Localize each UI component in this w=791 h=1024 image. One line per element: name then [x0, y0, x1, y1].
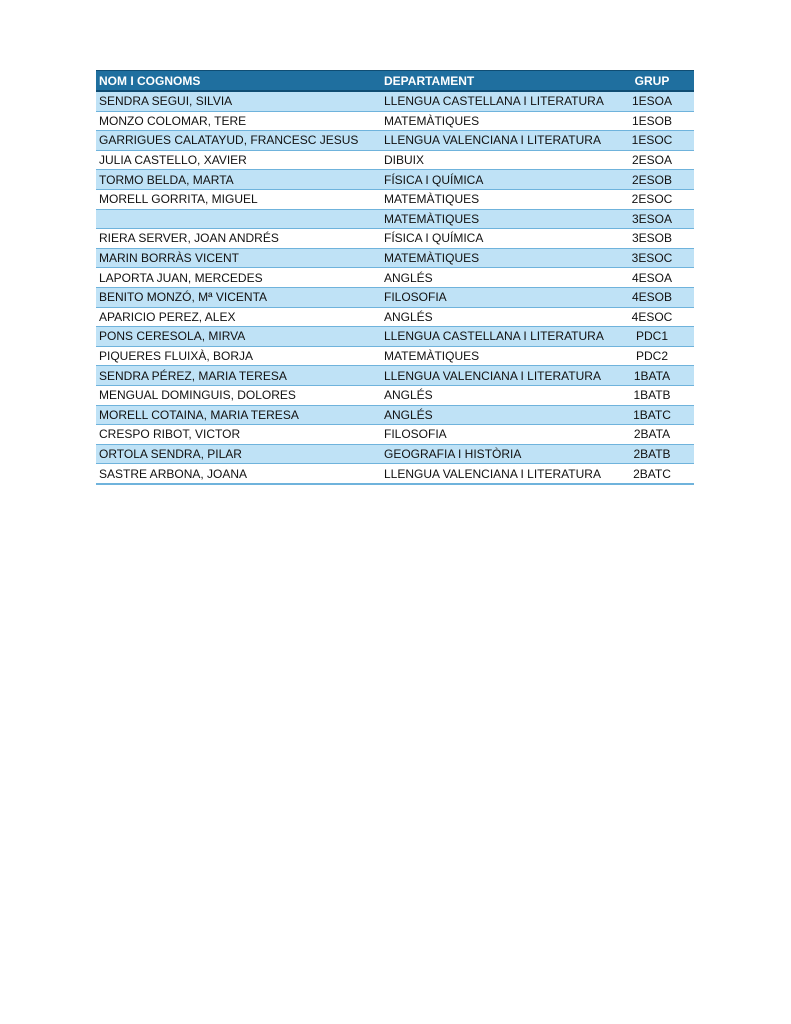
header-department: DEPARTAMENT	[381, 71, 610, 92]
cell-name: GARRIGUES CALATAYUD, FRANCESC JESUS	[96, 131, 381, 151]
cell-group: 1BATB	[610, 385, 694, 405]
table-row	[96, 405, 694, 425]
table-row	[96, 111, 694, 131]
cell-name: TORMO BELDA, MARTA	[96, 170, 381, 190]
cell-department: MATEMÀTIQUES	[381, 248, 610, 268]
header-name: NOM I COGNOMS	[96, 71, 381, 92]
cell-department: GEOGRAFIA I HISTÒRIA	[381, 444, 610, 464]
cell-name: APARICIO PEREZ, ALEX	[96, 307, 381, 327]
table-row	[96, 209, 694, 229]
cell-name: SENDRA PÉREZ, MARIA TERESA	[96, 366, 381, 386]
cell-department: DIBUIX	[381, 150, 610, 170]
table-row	[96, 346, 694, 366]
cell-department: FILOSOFIA	[381, 287, 610, 307]
cell-department: LLENGUA VALENCIANA I LITERATURA	[381, 131, 610, 151]
cell-department: MATEMÀTIQUES	[381, 346, 610, 366]
header-group: GRUP	[610, 71, 694, 92]
table-row	[96, 307, 694, 327]
cell-group: 3ESOB	[610, 229, 694, 249]
cell-name: BENITO MONZÓ, Mª VICENTA	[96, 287, 381, 307]
cell-name: MORELL COTAINA, MARIA TERESA	[96, 405, 381, 425]
cell-group: PDC2	[610, 346, 694, 366]
table-row	[96, 425, 694, 445]
cell-group: 2ESOC	[610, 189, 694, 209]
cell-group: 3ESOA	[610, 209, 694, 229]
table-row	[96, 287, 694, 307]
cell-department: ANGLÉS	[381, 268, 610, 288]
cell-group: 2BATC	[610, 464, 694, 484]
cell-group: 4ESOB	[610, 287, 694, 307]
cell-group: 1BATA	[610, 366, 694, 386]
cell-group: 1ESOB	[610, 111, 694, 131]
cell-department: FILOSOFIA	[381, 425, 610, 445]
cell-name: CRESPO RIBOT, VICTOR	[96, 425, 381, 445]
cell-group: 3ESOC	[610, 248, 694, 268]
cell-group: 1ESOC	[610, 131, 694, 151]
table-row	[96, 464, 694, 484]
table-body	[96, 91, 694, 484]
cell-name: MORELL GORRITA, MIGUEL	[96, 189, 381, 209]
table-row	[96, 248, 694, 268]
table-row	[96, 150, 694, 170]
cell-group: 4ESOC	[610, 307, 694, 327]
cell-group: PDC1	[610, 327, 694, 347]
cell-name: MARIN BORRÀS VICENT	[96, 248, 381, 268]
cell-department: MATEMÀTIQUES	[381, 209, 610, 229]
table-row	[96, 385, 694, 405]
table-row	[96, 229, 694, 249]
cell-department: ANGLÉS	[381, 307, 610, 327]
cell-name: RIERA SERVER, JOAN ANDRÉS	[96, 229, 381, 249]
table-header	[96, 71, 694, 92]
cell-department: LLENGUA CASTELLANA I LITERATURA	[381, 91, 610, 111]
cell-department: ANGLÉS	[381, 405, 610, 425]
cell-department: ANGLÉS	[381, 385, 610, 405]
cell-group: 2ESOA	[610, 150, 694, 170]
cell-name: JULIA CASTELLO, XAVIER	[96, 150, 381, 170]
cell-name: PONS CERESOLA, MIRVA	[96, 327, 381, 347]
cell-group: 2ESOB	[610, 170, 694, 190]
cell-group: 1BATC	[610, 405, 694, 425]
cell-name	[96, 209, 381, 229]
table-row	[96, 170, 694, 190]
table-row	[96, 91, 694, 111]
cell-group: 2BATB	[610, 444, 694, 464]
cell-name: ORTOLA SENDRA, PILAR	[96, 444, 381, 464]
cell-group: 1ESOA	[610, 91, 694, 111]
cell-department: MATEMÀTIQUES	[381, 189, 610, 209]
cell-name: MENGUAL DOMINGUIS, DOLORES	[96, 385, 381, 405]
cell-department: MATEMÀTIQUES	[381, 111, 610, 131]
cell-department: FÍSICA I QUÍMICA	[381, 229, 610, 249]
cell-group: 4ESOA	[610, 268, 694, 288]
header-row	[96, 71, 694, 92]
cell-name: PIQUERES FLUIXÀ, BORJA	[96, 346, 381, 366]
cell-department: FÍSICA I QUÍMICA	[381, 170, 610, 190]
cell-department: LLENGUA CASTELLANA I LITERATURA	[381, 327, 610, 347]
cell-name: LAPORTA JUAN, MERCEDES	[96, 268, 381, 288]
cell-name: SASTRE ARBONA, JOANA	[96, 464, 381, 484]
cell-department: LLENGUA VALENCIANA I LITERATURA	[381, 464, 610, 484]
table-row	[96, 189, 694, 209]
table-row	[96, 444, 694, 464]
cell-name: SENDRA SEGUI, SILVIA	[96, 91, 381, 111]
table-row	[96, 366, 694, 386]
table-row	[96, 131, 694, 151]
tutors-table	[96, 70, 694, 485]
cell-department: LLENGUA VALENCIANA I LITERATURA	[381, 366, 610, 386]
cell-name: MONZO COLOMAR, TERE	[96, 111, 381, 131]
table-row	[96, 268, 694, 288]
cell-group: 2BATA	[610, 425, 694, 445]
table-row	[96, 327, 694, 347]
